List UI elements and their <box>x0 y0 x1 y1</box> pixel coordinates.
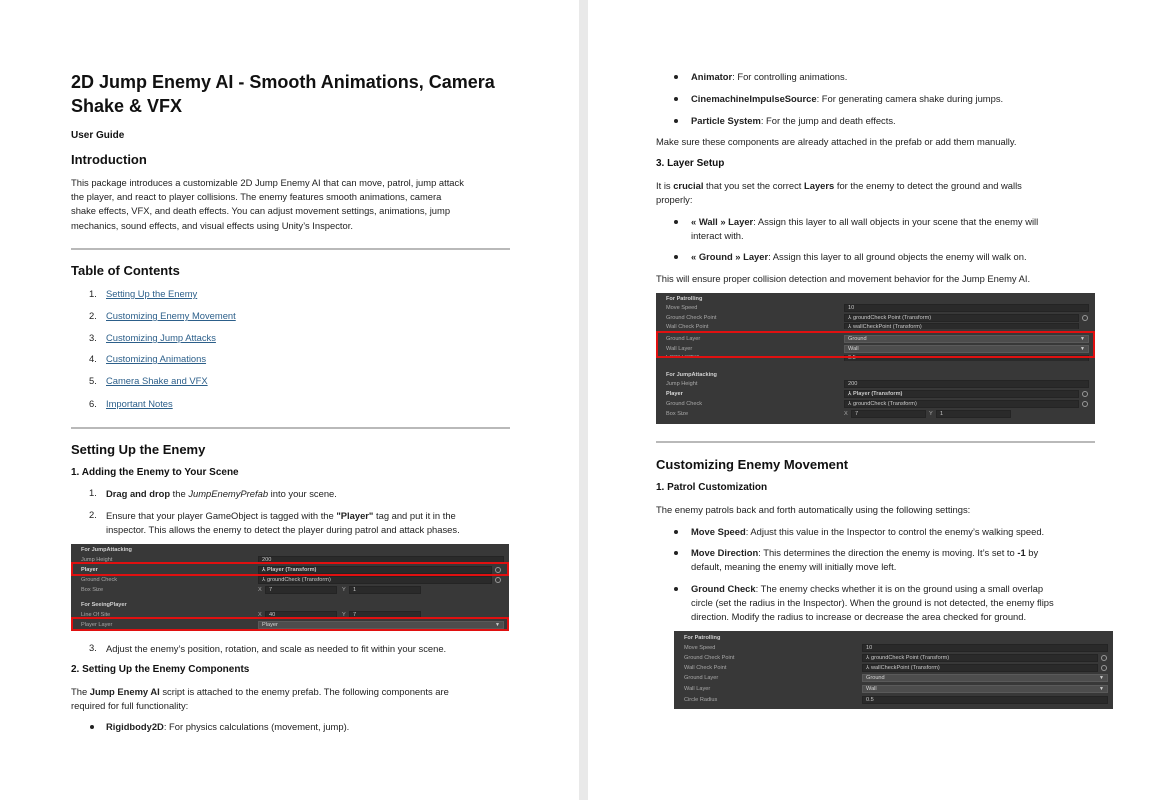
divider <box>71 427 510 429</box>
particle-system-item <box>691 114 896 128</box>
ground-check-line-3: direction. Modify the radius to increase or decrease the area checked for ground. <box>691 611 1027 623</box>
bullet <box>674 255 678 259</box>
object-picker-icon[interactable] <box>1082 401 1088 407</box>
box-size-x-field[interactable]: 7 <box>851 410 926 418</box>
components-part: script is attached to the enemy prefab. The following components are <box>159 686 449 697</box>
player-field[interactable]: ⅄ Player (Transform) <box>844 390 1079 398</box>
x-axis-label: X <box>258 612 262 618</box>
wall-layer-label: Wall Layer <box>666 346 693 352</box>
components-paragraph <box>71 685 511 713</box>
object-picker-icon[interactable] <box>1082 391 1088 397</box>
line-of-site-x-field[interactable]: 40 <box>265 611 337 619</box>
inspector-row <box>674 643 1113 653</box>
wall-layer-item <box>691 215 1101 243</box>
move-speed-rest: : Adjust this value in the Inspector to control the enemy’s walking speed. <box>745 526 1045 537</box>
inspector-patrol-settings-panel <box>674 631 1113 709</box>
section-header: For Patrolling <box>666 296 703 302</box>
step-1-the: the <box>170 488 189 499</box>
toc-link-movement[interactable]: Customizing Enemy Movement <box>106 310 236 321</box>
section-header: For Patrolling <box>684 635 721 641</box>
move-direction-part: by <box>1025 547 1039 558</box>
step-number: 3. <box>89 642 97 653</box>
ground-check-point-label: Ground Check Point <box>684 655 735 661</box>
jump-height-field[interactable]: 200 <box>844 380 1089 388</box>
box-size-x-field[interactable]: 7 <box>265 586 337 594</box>
components-part: The <box>71 686 90 697</box>
toc-heading: Table of Contents <box>71 263 180 278</box>
ground-layer-rest: : Assign this layer to all ground objects the enemy will walk on. <box>768 251 1027 262</box>
ground-layer-label: Ground Layer <box>684 675 719 681</box>
toc-number: 4. <box>89 353 97 364</box>
document-page-left <box>0 0 579 800</box>
document-title <box>71 70 495 118</box>
cinemachine-rest: : For generating camera shake during jumps. <box>816 93 1004 104</box>
move-direction-value: -1 <box>1017 547 1026 558</box>
y-axis-label: Y <box>342 612 346 618</box>
wall-layer-value: Wall <box>866 686 877 692</box>
jump-height-label: Jump Height <box>81 557 113 563</box>
layer-line-2: properly: <box>656 194 693 206</box>
intro-line: shake effects, VFX, and death effects. You can adjust movement settings, animations, jump <box>71 205 451 217</box>
inspector-row <box>71 585 509 595</box>
rigidbody-rest: : For physics calculations (movement, jump). <box>163 721 350 732</box>
intro-line: This package introduces a customizable 2D Jump Enemy AI that can move, patrol, jump attack <box>71 177 464 188</box>
player-field[interactable]: ⅄ Player (Transform) <box>258 566 492 574</box>
setup-heading: Setting Up the Enemy <box>71 442 206 457</box>
highlight-layer-rows <box>656 331 1095 358</box>
inspector-patrolling-panel <box>656 293 1095 424</box>
line-of-site-y-field[interactable]: 7 <box>349 611 421 619</box>
patrol-intro: The enemy patrols back and forth automatically using the following settings: <box>656 504 971 515</box>
player-label: Player <box>666 391 683 397</box>
particle-system-bold: Particle System <box>691 115 761 126</box>
box-size-y-field[interactable]: 1 <box>936 410 1011 418</box>
particle-system-rest: : For the jump and death effects. <box>760 115 896 126</box>
inspector-row <box>674 653 1113 663</box>
rigidbody-item <box>106 720 349 734</box>
layer-part: that you set the correct <box>703 180 805 191</box>
step-2-line-2: inspector. This allows the enemy to detect the player during patrol and attack phases. <box>106 524 460 536</box>
toc-link-animations[interactable]: Customizing Animations <box>106 353 207 364</box>
ground-check-line-2: circle (set the radius in the Inspector). When the ground is not detected, the enemy flips <box>691 597 1054 609</box>
adding-enemy-heading: 1. Adding the Enemy to Your Scene <box>71 467 239 478</box>
wall-check-point-label: Wall Check Point <box>666 324 709 329</box>
move-direction-item <box>691 546 1101 574</box>
inspector-row <box>656 322 1095 329</box>
step-2-part: tag and put it in the <box>373 510 456 521</box>
cinemachine-item <box>691 92 1003 106</box>
animator-bold: Animator <box>691 71 733 82</box>
inspector-row <box>71 600 509 610</box>
toc-link-important-notes[interactable]: Important Notes <box>106 398 173 409</box>
move-speed-field[interactable]: 10 <box>844 304 1089 312</box>
circle-radius-label: Circle Radius <box>666 355 700 360</box>
ground-check-rest: : The enemy checks whether it is on the ground using a small overlap <box>755 583 1044 594</box>
bullet <box>674 119 678 123</box>
move-speed-label: Move Speed <box>666 305 698 311</box>
step-1-rest: into your scene. <box>268 488 337 499</box>
prefab-name: JumpEnemyPrefab <box>188 488 269 499</box>
rigidbody-bold: Rigidbody2D <box>106 721 164 732</box>
box-size-label: Box Size <box>81 587 104 593</box>
inspector-row <box>71 575 509 585</box>
inspector-row <box>656 389 1095 399</box>
intro-line: the player, and react to player collisions. The enemy features smooth animations, camera <box>71 191 442 203</box>
ground-check-field[interactable]: ⅄ groundCheck (Transform) <box>844 400 1079 408</box>
section-header: For JumpAttacking <box>666 372 717 378</box>
bullet <box>674 97 678 101</box>
toc-link-setting-up[interactable]: Setting Up the Enemy <box>106 288 198 299</box>
wall-check-point-field[interactable]: ⅄ wallCheckPoint (Transform) <box>844 323 1079 329</box>
ground-check-point-field[interactable]: ⅄ groundCheck Point (Transform) <box>844 314 1079 322</box>
chevron-down-icon: ▼ <box>1099 686 1104 692</box>
player-tag: "Player" <box>336 510 374 521</box>
inspector-row <box>674 673 1113 683</box>
wall-layer-value: Wall <box>848 346 859 352</box>
ground-layer-item <box>691 250 1027 264</box>
object-picker-icon[interactable] <box>1101 655 1107 661</box>
intro-heading: Introduction <box>71 152 147 167</box>
step-1-text <box>106 487 337 501</box>
ground-layer-value: Ground <box>848 336 867 342</box>
ground-layer-bold: « Ground » Layer <box>691 251 769 262</box>
ground-check-bold: Ground Check <box>691 583 756 594</box>
player-layer-value: Player <box>262 622 278 628</box>
object-picker-icon[interactable] <box>495 577 501 583</box>
layer-part: for the enemy to detect the ground and walls <box>834 180 1022 191</box>
toc-number: 5. <box>89 375 97 386</box>
bullet <box>674 530 678 534</box>
player-label: Player <box>81 567 98 573</box>
move-speed-item <box>691 525 1044 539</box>
components-heading: 2. Setting Up the Enemy Components <box>71 664 250 675</box>
move-direction-bold: Move Direction <box>691 547 759 558</box>
components-line-2: required for full functionality: <box>71 700 189 712</box>
chevron-down-icon: ▼ <box>1080 346 1085 352</box>
chevron-down-icon: ▼ <box>1099 675 1104 681</box>
title-line-2: Shake & VFX <box>71 96 183 116</box>
ground-check-point-label: Ground Check Point <box>666 315 717 321</box>
toc-number: 3. <box>89 332 97 343</box>
intro-line: mechanics, sound effects, and visual effects using Unity’s Inspector. <box>71 219 353 231</box>
move-speed-label: Move Speed <box>684 645 716 651</box>
crucial-bold: crucial <box>673 180 704 191</box>
layer-note: This will ensure proper collision detection and movement behavior for the Jump Enemy AI. <box>656 273 1031 284</box>
divider <box>656 441 1095 443</box>
line-of-site-label: Line Of Site <box>81 612 111 618</box>
section-header: For SeeingPlayer <box>81 602 127 608</box>
subtitle: User Guide <box>71 130 125 141</box>
step-2-text <box>106 509 516 537</box>
document-page-right <box>588 0 1167 800</box>
patrol-heading: 1. Patrol Customization <box>656 482 768 493</box>
wall-layer-rest: : Assign this layer to all wall objects in your scene that the enemy will <box>753 216 1039 227</box>
toc-number: 1. <box>89 288 97 299</box>
intro-paragraph <box>71 176 511 233</box>
bullet <box>90 725 94 729</box>
step-number: 2. <box>89 509 97 520</box>
ground-check-point-field[interactable]: ⅄ groundCheck Point (Transform) <box>862 654 1098 662</box>
section-header: For JumpAttacking <box>81 547 132 553</box>
wall-check-point-field[interactable]: ⅄ wallCheckPoint (Transform) <box>862 664 1098 672</box>
bullet <box>674 587 678 591</box>
cinemachine-bold: CinemachineImpulseSource <box>691 93 817 104</box>
box-size-y-field[interactable]: 1 <box>349 586 421 594</box>
step-number: 1. <box>89 487 97 498</box>
object-picker-icon[interactable] <box>1101 665 1107 671</box>
step-2-part: Ensure that your player GameObject is tagged with the <box>106 510 337 521</box>
object-picker-icon[interactable] <box>1082 315 1088 321</box>
jump-height-label: Jump Height <box>666 381 698 387</box>
title-line-1: 2D Jump Enemy AI - Smooth Animations, Camera <box>71 72 495 92</box>
ground-layer-value: Ground <box>866 675 885 681</box>
wall-layer-dropdown[interactable] <box>862 685 1108 693</box>
toc-number: 6. <box>89 398 97 409</box>
wall-layer-label: Wall Layer <box>684 686 711 692</box>
bullet <box>674 551 678 555</box>
components-note: Make sure these components are already attached in the prefab or add them manually. <box>656 136 1017 147</box>
circle-radius-label: Circle Radius <box>684 697 718 703</box>
inspector-row <box>656 409 1095 419</box>
animator-rest: : For controlling animations. <box>732 71 848 82</box>
circle-radius-field[interactable]: 0.5 <box>844 355 1089 361</box>
move-direction-part: : This determines the direction the enemy is moving. It’s set to <box>758 547 1018 558</box>
movement-heading: Customizing Enemy Movement <box>656 457 849 472</box>
wall-check-point-label: Wall Check Point <box>684 665 727 671</box>
bullet <box>674 75 678 79</box>
inspector-row <box>656 303 1095 313</box>
inspector-row <box>674 695 1113 705</box>
animator-item <box>691 70 847 84</box>
toc-link-camera-shake[interactable]: Camera Shake and VFX <box>106 375 208 386</box>
box-size-label: Box Size <box>666 411 689 417</box>
inspector-row <box>656 399 1095 409</box>
layers-bold: Layers <box>804 180 835 191</box>
move-speed-bold: Move Speed <box>691 526 746 537</box>
ground-check-label: Ground Check <box>666 401 703 407</box>
inspector-row <box>674 663 1113 673</box>
ground-layer-dropdown[interactable] <box>862 674 1108 682</box>
x-axis-label: X <box>844 411 848 417</box>
jump-height-field[interactable]: 200 <box>258 556 504 564</box>
divider <box>71 248 510 250</box>
layer-setup-heading: 3. Layer Setup <box>656 158 725 169</box>
inspector-row <box>71 545 509 555</box>
chevron-down-icon: ▼ <box>495 622 500 628</box>
move-direction-line-2: default, meaning the enemy will initially move left. <box>691 561 897 573</box>
player-layer-label: Player Layer <box>81 622 113 628</box>
circle-radius-field[interactable]: 0.5 <box>862 696 1108 704</box>
move-speed-field[interactable]: 10 <box>862 644 1108 652</box>
wall-layer-line-2: interact with. <box>691 230 744 242</box>
toc-link-jump-attacks[interactable]: Customizing Jump Attacks <box>106 332 216 343</box>
wall-layer-bold: « Wall » Layer <box>691 216 754 227</box>
toc-number: 2. <box>89 310 97 321</box>
step-1-bold: Drag and drop <box>106 488 171 499</box>
inspector-row <box>674 684 1113 694</box>
bullet <box>674 220 678 224</box>
y-axis-label: Y <box>929 411 933 417</box>
inspector-row <box>674 633 1113 643</box>
chevron-down-icon: ▼ <box>1080 336 1085 342</box>
ground-check-label: Ground Check <box>81 577 118 583</box>
layer-part: It is <box>656 180 674 191</box>
highlight-player-row <box>71 562 509 576</box>
ground-check-field[interactable]: ⅄ groundCheck (Transform) <box>258 576 492 584</box>
x-axis-label: X <box>258 587 262 593</box>
y-axis-label: Y <box>342 587 346 593</box>
ground-check-item <box>691 582 1106 625</box>
ground-layer-label: Ground Layer <box>666 336 701 342</box>
script-name: Jump Enemy AI <box>89 686 160 697</box>
step-3-text: Adjust the enemy’s position, rotation, and scale as needed to fit within your scene. <box>106 643 447 654</box>
inspector-row <box>656 379 1095 389</box>
layer-setup-paragraph <box>656 179 1096 207</box>
highlight-player-layer-row <box>71 617 509 631</box>
